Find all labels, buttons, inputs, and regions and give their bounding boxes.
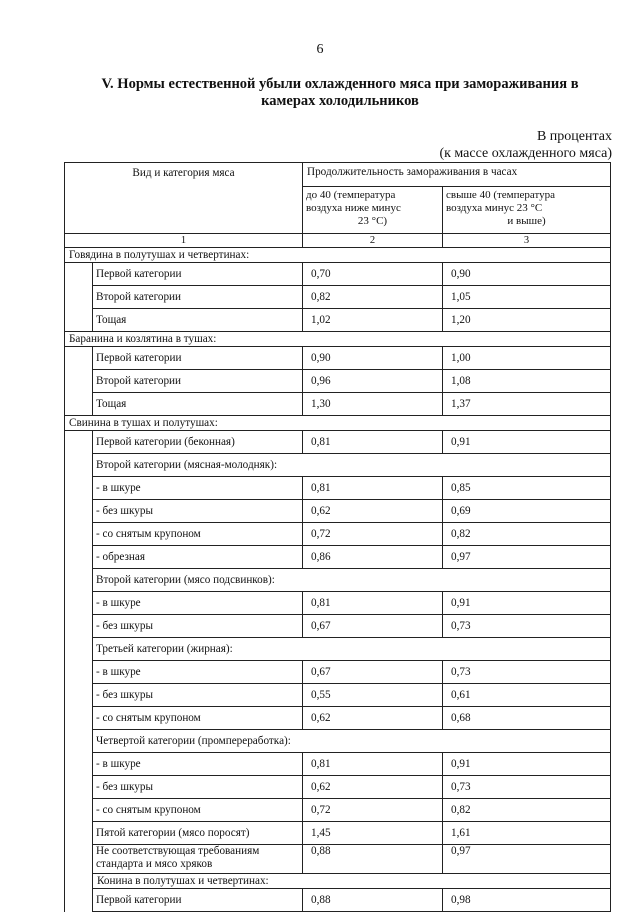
group-label-horse: Конина в полутушах и четвертинах: [93, 874, 611, 889]
row-value-2: 1,20 [443, 309, 611, 332]
table-row [65, 523, 611, 546]
row-value-2: 1,00 [443, 347, 611, 370]
row-label: - без шкуры [93, 615, 303, 638]
group-label-beef: Говядина в полутушах и четвертинах: [65, 248, 611, 263]
row-label-line2: стандарта и мясо хряков [96, 858, 213, 870]
row-label: - со снятым крупоном [93, 523, 303, 546]
group-row-horse [65, 874, 611, 889]
row-label: - обрезная [93, 546, 303, 569]
header-col2-line2: воздуха ниже минус [306, 202, 401, 214]
row-label: - в шкуре [93, 661, 303, 684]
row-value-1: 0,72 [303, 523, 443, 546]
row-value-2: 0,73 [443, 776, 611, 799]
row-value-1: 0,72 [303, 799, 443, 822]
row-value-1: 0,86 [303, 546, 443, 569]
row-value-2: 0,82 [443, 799, 611, 822]
table-row [65, 431, 611, 454]
indent-cell [65, 263, 93, 332]
row-label-line1: Не соответствующая требованиям [96, 845, 260, 857]
title-line-2: камерах холодильников [261, 93, 419, 109]
row-label: Тощая [93, 309, 303, 332]
indent-cell [65, 431, 93, 889]
row-label: Первой категории [93, 347, 303, 370]
row-value-1: 0,81 [303, 431, 443, 454]
row-value-2: 0,91 [443, 431, 611, 454]
row-value-1: 0,62 [303, 776, 443, 799]
table-row [65, 546, 611, 569]
table-row [65, 845, 611, 874]
col-number-3: 3 [443, 234, 611, 248]
group-label-lamb: Баранина и козлятина в тушах: [65, 332, 611, 347]
row-label: - в шкуре [93, 753, 303, 776]
indent-cell [65, 347, 93, 416]
table-row [65, 822, 611, 845]
table-row [65, 477, 611, 500]
row-value-1: 1,02 [303, 309, 443, 332]
row-label: - со снятым крупоном [93, 707, 303, 730]
row-value-2: 0,82 [443, 523, 611, 546]
row-label: Первой категории (беконная) [93, 431, 303, 454]
row-label: - со снятым крупоном [93, 799, 303, 822]
subheader-row [65, 569, 611, 592]
header-col3 [443, 187, 611, 234]
row-value-2: 0,91 [443, 592, 611, 615]
table-row [65, 615, 611, 638]
row-value-1: 0,62 [303, 707, 443, 730]
table-row [65, 753, 611, 776]
header-col3-line1: свыше 40 (температура [446, 189, 556, 201]
row-value-1: 0,82 [303, 286, 443, 309]
row-value-2: 0,68 [443, 707, 611, 730]
group-label-pork: Свинина в тушах и полутушах: [65, 416, 611, 431]
table-row [65, 393, 611, 416]
table-row [65, 776, 611, 799]
group-row-lamb [65, 332, 611, 347]
row-value-2: 1,61 [443, 822, 611, 845]
row-value-1: 1,30 [303, 393, 443, 416]
table-row [65, 707, 611, 730]
row-value-2: 0,61 [443, 684, 611, 707]
row-value-1: 0,67 [303, 615, 443, 638]
subheader-row [65, 454, 611, 477]
row-label: Первой категории [93, 889, 303, 912]
header-duration: Продолжительность замораживания в часах [303, 163, 611, 187]
table-row [65, 370, 611, 393]
row-label: - без шкуры [93, 776, 303, 799]
col-number-2: 2 [303, 234, 443, 248]
row-value-1: 0,96 [303, 370, 443, 393]
row-value-1: 0,81 [303, 592, 443, 615]
table-row [65, 661, 611, 684]
row-label: Первой категории [93, 263, 303, 286]
row-value-2: 1,37 [443, 393, 611, 416]
subheader-row [65, 638, 611, 661]
row-value-2: 0,73 [443, 661, 611, 684]
table-row [65, 684, 611, 707]
row-value-2: 0,73 [443, 615, 611, 638]
row-value-1: 0,81 [303, 753, 443, 776]
row-label [93, 845, 303, 874]
table-row [65, 347, 611, 370]
header-row-1 [65, 163, 611, 187]
page-number: 6 [316, 42, 324, 57]
subheader-label: Четвертой категории (промпереработка): [93, 730, 611, 753]
row-value-2: 0,91 [443, 753, 611, 776]
units-note [439, 128, 612, 162]
table-row [65, 799, 611, 822]
header-kind: Вид и категория мяса [65, 163, 303, 234]
table-row [65, 309, 611, 332]
row-label: Второй категории [93, 286, 303, 309]
row-value-2: 0,69 [443, 500, 611, 523]
row-value-2: 0,97 [443, 546, 611, 569]
row-value-1: 0,67 [303, 661, 443, 684]
header-col2-line1: до 40 (температура [306, 189, 396, 201]
row-label: - в шкуре [93, 592, 303, 615]
table-row [65, 263, 611, 286]
units-line-1: В процентах [536, 129, 612, 144]
table-row [65, 500, 611, 523]
row-value-2: 1,05 [443, 286, 611, 309]
subheader-label: Второй категории (мясо подсвинков): [93, 569, 611, 592]
units-line-2: (к массе охлажденного мяса) [439, 146, 612, 161]
header-col2 [303, 187, 443, 234]
row-label: Пятой категории (мясо поросят) [93, 822, 303, 845]
row-label: - без шкуры [93, 500, 303, 523]
table-row [65, 889, 611, 912]
table-row [65, 592, 611, 615]
section-title [60, 76, 620, 110]
row-value-1: 0,90 [303, 347, 443, 370]
subheader-label: Второй категории (мясная-молодняк): [93, 454, 611, 477]
subheader-row [65, 730, 611, 753]
norms-table [64, 162, 611, 912]
col-number-1: 1 [65, 234, 303, 248]
row-value-1: 0,55 [303, 684, 443, 707]
row-value-1: 0,62 [303, 500, 443, 523]
row-value-2: 0,85 [443, 477, 611, 500]
row-label: - в шкуре [93, 477, 303, 500]
row-value-1: 0,88 [303, 845, 443, 874]
row-label: Второй категории [93, 370, 303, 393]
indent-cell [65, 889, 93, 912]
group-row-beef [65, 248, 611, 263]
table-row [65, 286, 611, 309]
row-value-2: 1,08 [443, 370, 611, 393]
group-row-pork [65, 416, 611, 431]
subheader-label: Третьей категории (жирная): [93, 638, 611, 661]
row-label: Тощая [93, 393, 303, 416]
header-col2-line3: 23 °С) [357, 215, 388, 227]
row-value-1: 1,45 [303, 822, 443, 845]
row-value-1: 0,81 [303, 477, 443, 500]
row-value-2: 0,90 [443, 263, 611, 286]
row-value-2: 0,98 [443, 889, 611, 912]
row-label: - без шкуры [93, 684, 303, 707]
row-value-2: 0,97 [443, 845, 611, 874]
header-col3-line3: и выше) [507, 215, 546, 227]
header-numbers-row [65, 234, 611, 248]
row-value-1: 0,70 [303, 263, 443, 286]
title-line-1: V. Нормы естественной убыли охлажденного мяса при замораживания в [101, 76, 579, 92]
header-col3-line2: воздуха минус 23 °С [446, 202, 543, 214]
row-value-1: 0,88 [303, 889, 443, 912]
